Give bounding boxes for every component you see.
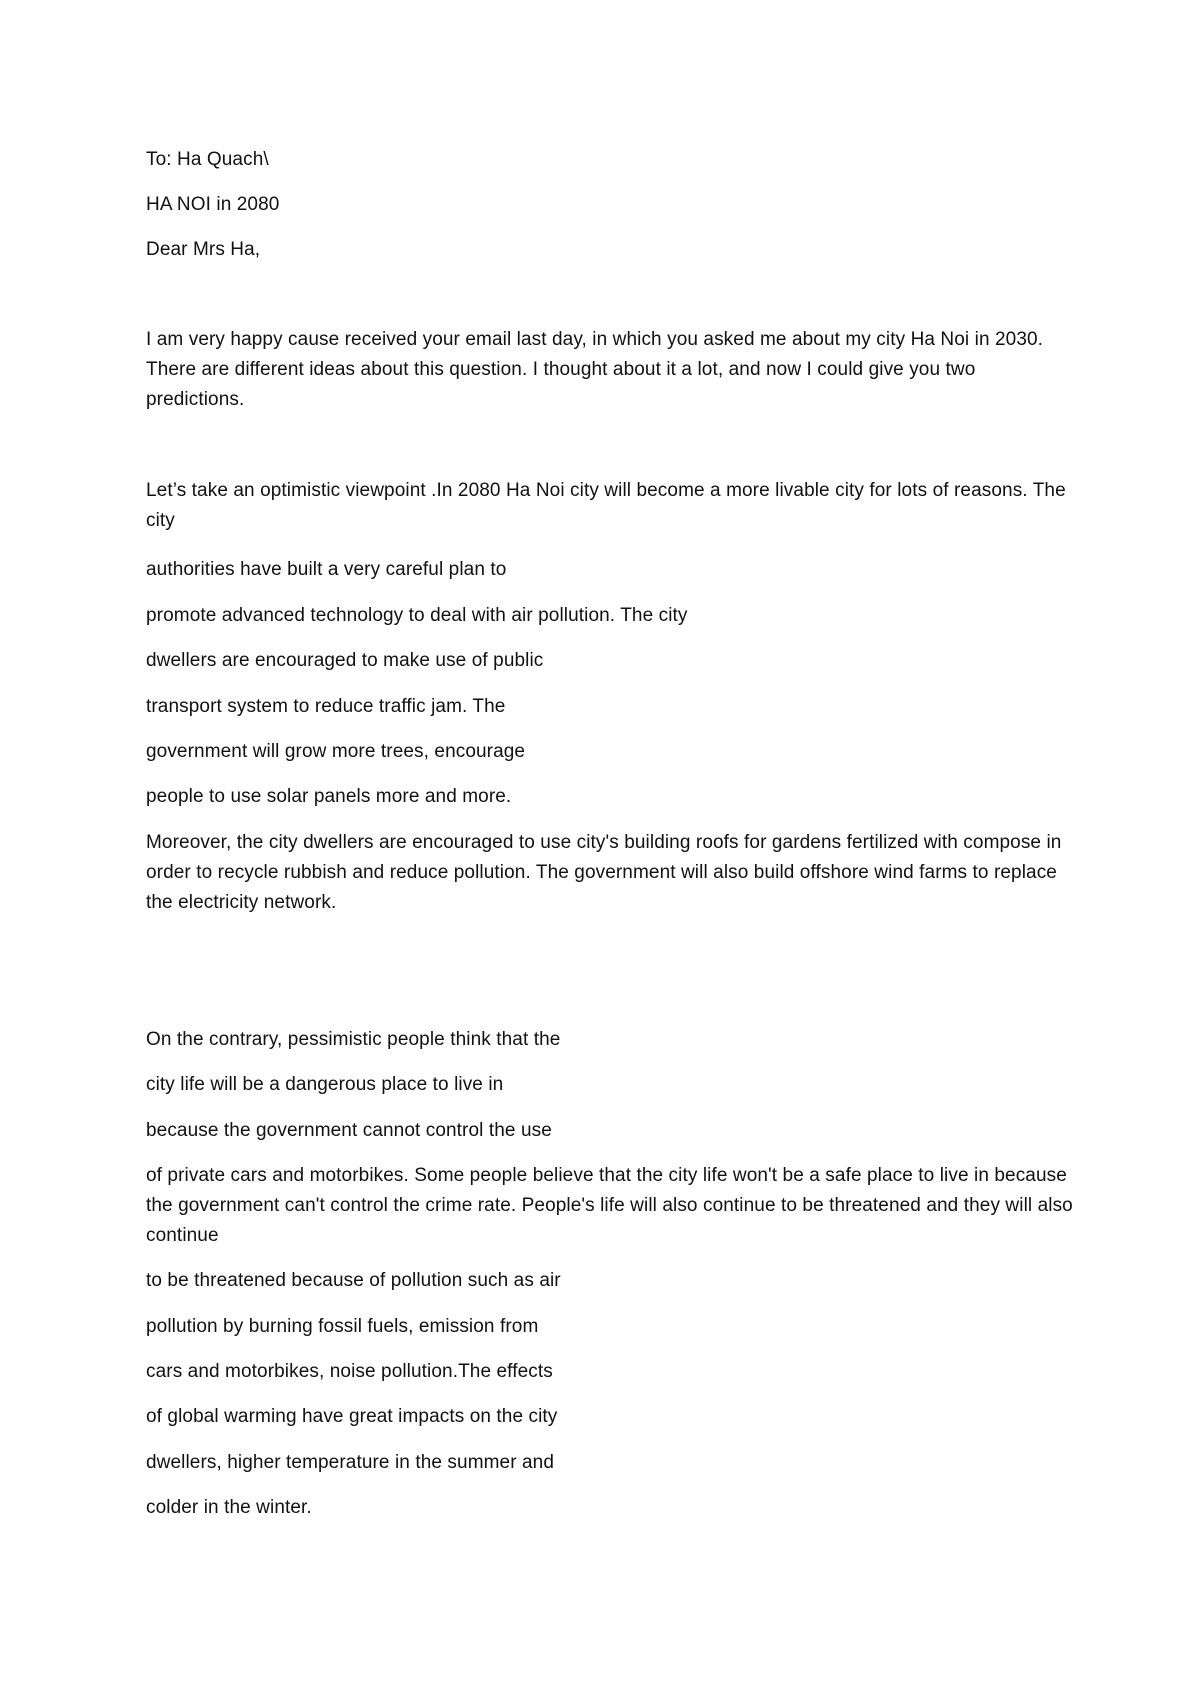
pessimistic-line-2: city life will be a dangerous place to live in — [146, 1074, 504, 1095]
pessimistic-line-7: of global warming have great impacts on the city — [146, 1406, 558, 1427]
optimistic-line-6: people to use solar panels more and more. — [146, 786, 512, 807]
optimistic-paragraph-start: Let’s take an optimistic viewpoint .In 2080 Ha Noi city will become a more livable city for lots of reasons. The city — [146, 480, 1066, 531]
pessimistic-line-1: On the contrary, pessimistic people think that the — [146, 1029, 561, 1050]
recipient-line: To: Ha Quach\ — [146, 149, 269, 170]
optimistic-line-5: government will grow more trees, encourage — [146, 741, 526, 762]
letter-subject: HA NOI in 2080 — [146, 194, 280, 215]
pessimistic-line-4: to be threatened because of pollution such as air — [146, 1270, 561, 1291]
pessimistic-line-3: because the government cannot control the use — [146, 1120, 552, 1141]
pessimistic-paragraph: of private cars and motorbikes. Some people believe that the city life won't be a safe place to live in because the government can't control the crime rate. People's life will also continue to be threatened and they will also continue — [146, 1165, 1073, 1246]
intro-paragraph: I am very happy cause received your email last day, in which you asked me about my city Ha Noi in 2030. There are different ideas about this question. I thought about it a lot, and now I could give you two predictions. — [146, 329, 1044, 410]
optimistic-paragraph-end: Moreover, the city dwellers are encouraged to use city's building roofs for gardens fertilized with compose in order to recycle rubbish and reduce pollution. The government will also build offshore wind farms to replace the electricity network. — [146, 832, 1062, 913]
optimistic-line-3: dwellers are encouraged to make use of public — [146, 650, 544, 671]
optimistic-line-4: transport system to reduce traffic jam. The — [146, 696, 506, 717]
optimistic-line-2: promote advanced technology to deal with air pollution. The city — [146, 605, 688, 626]
optimistic-line-1: authorities have built a very careful plan to — [146, 559, 507, 580]
pessimistic-line-5: pollution by burning fossil fuels, emission from — [146, 1316, 539, 1337]
pessimistic-line-8: dwellers, higher temperature in the summer and — [146, 1452, 555, 1473]
greeting-line: Dear Mrs Ha, — [146, 239, 261, 260]
pessimistic-line-6: cars and motorbikes, noise pollution.The effects — [146, 1361, 553, 1382]
pessimistic-line-9: colder in the winter. — [146, 1497, 312, 1518]
